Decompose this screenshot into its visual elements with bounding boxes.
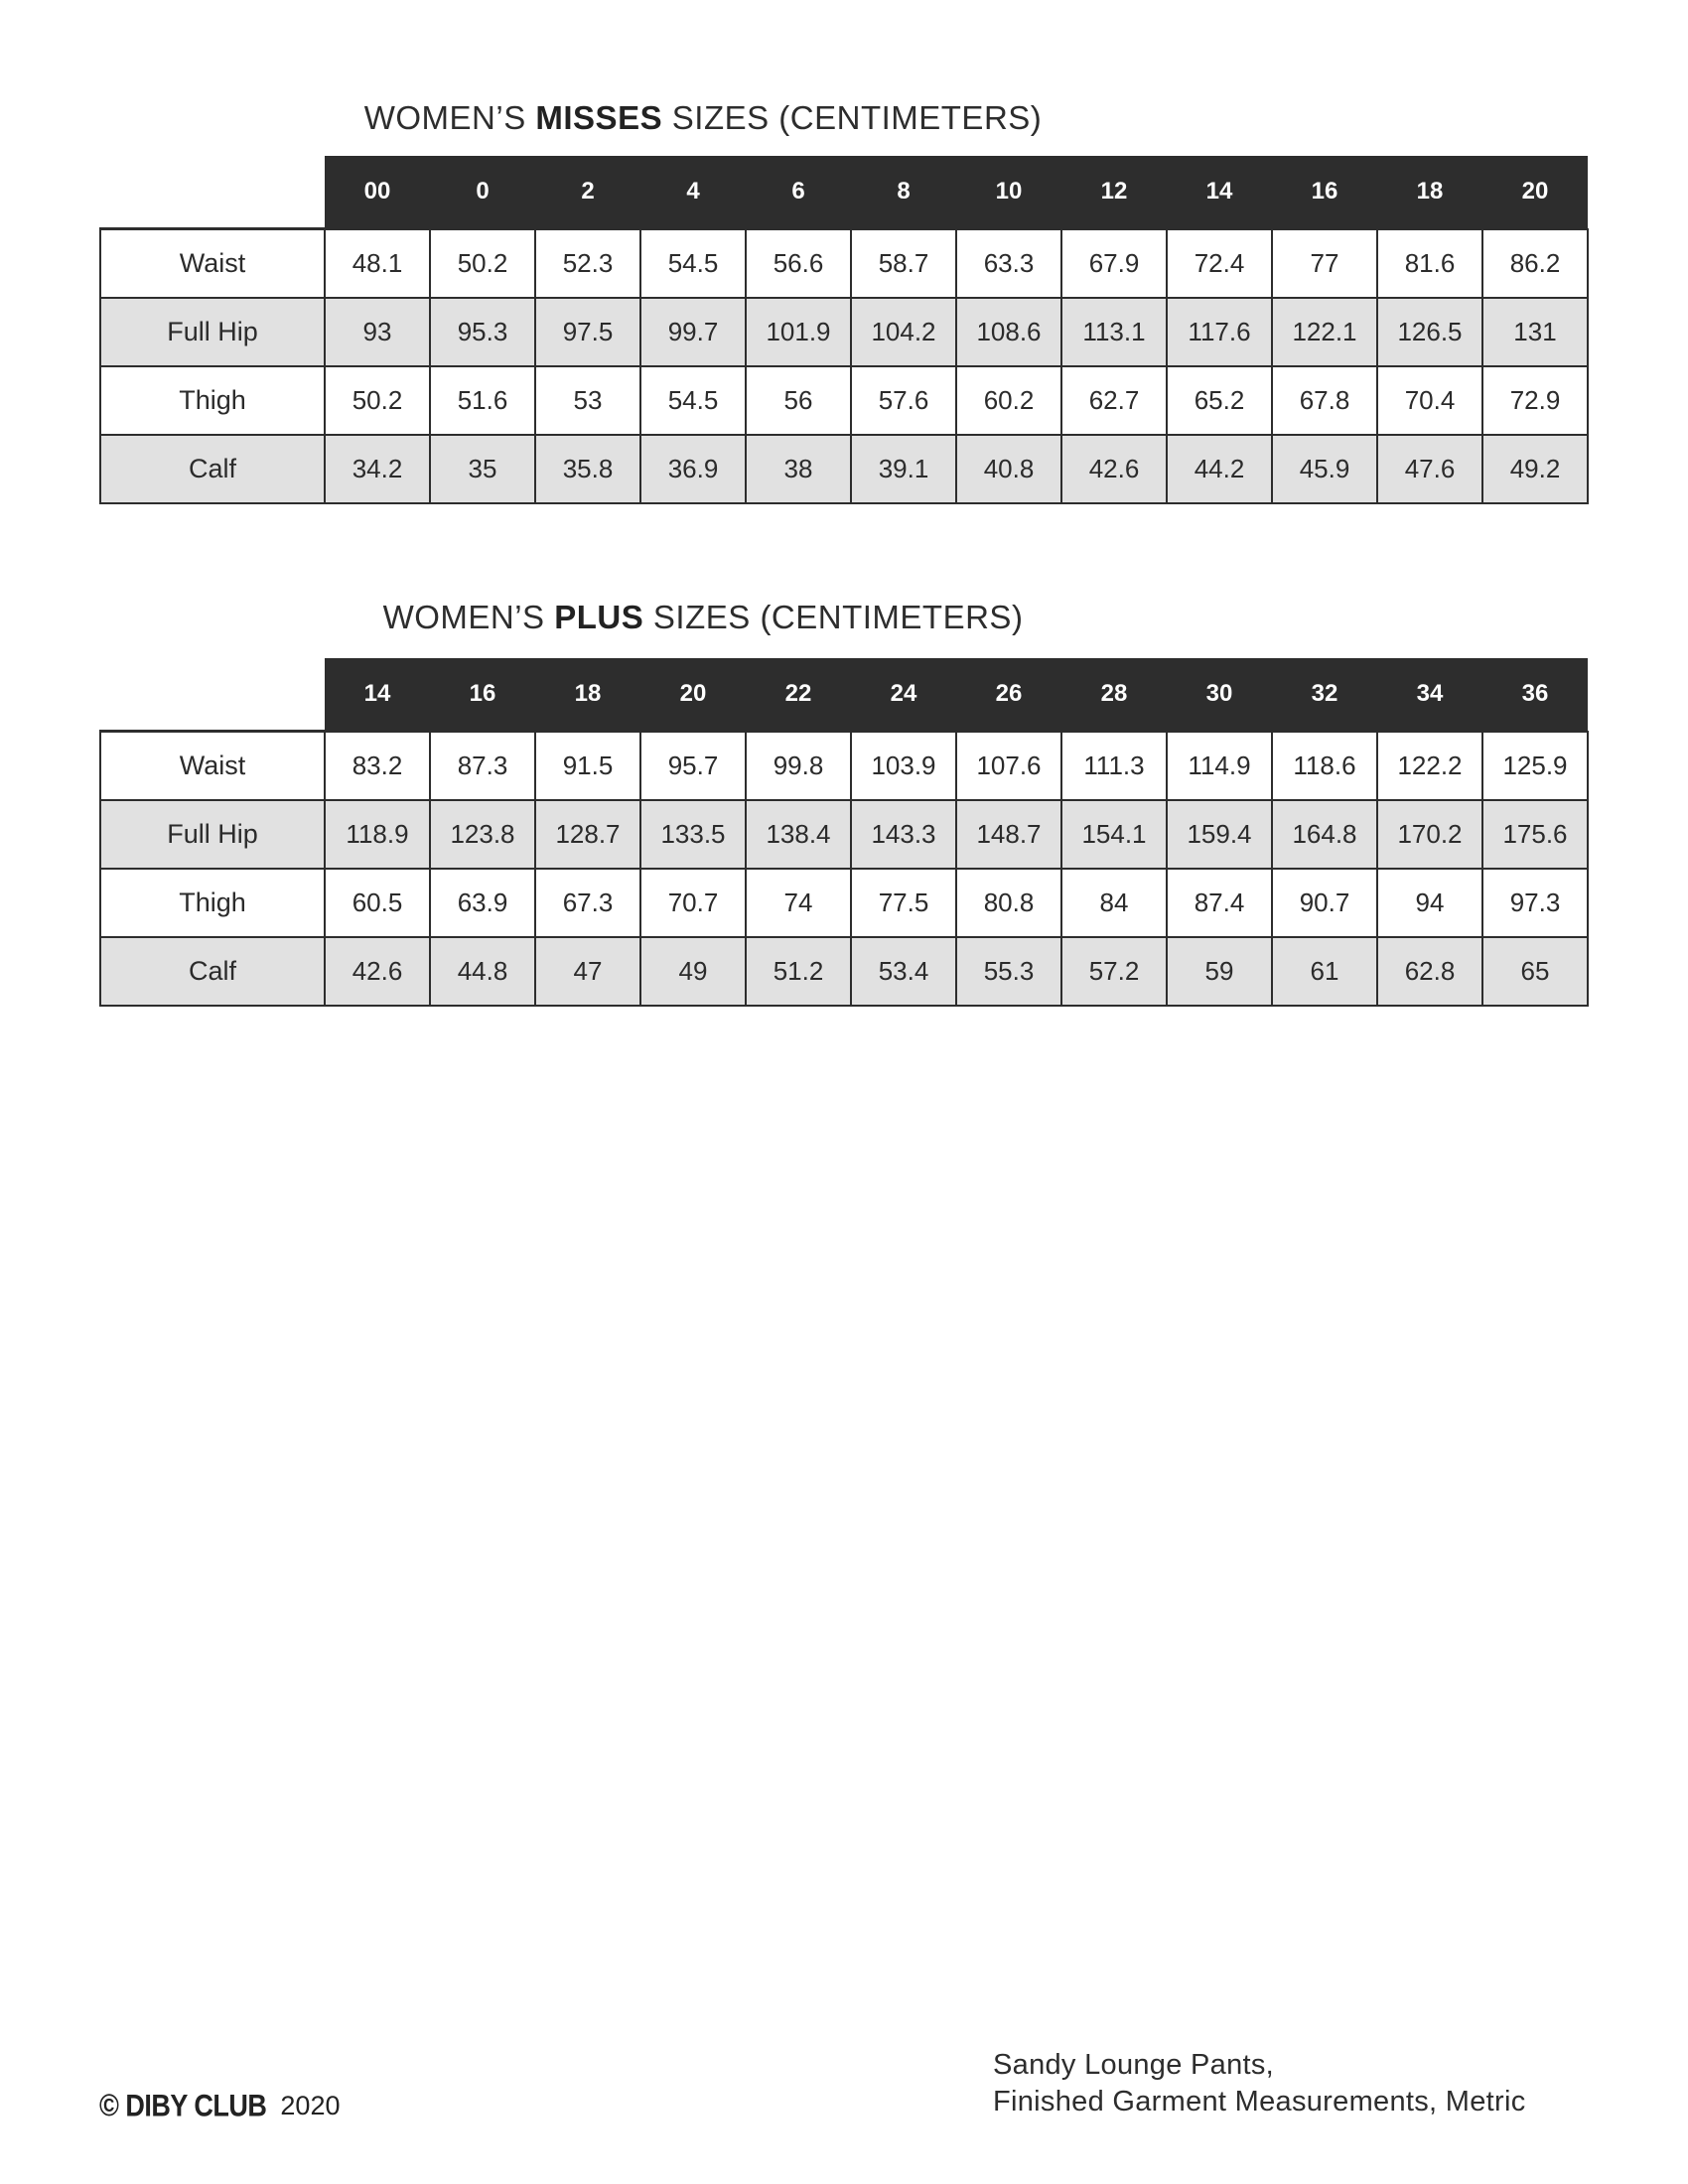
measurement-cell: 36.9 — [640, 435, 746, 503]
size-header-row — [100, 156, 1588, 229]
measurement-cell: 44.2 — [1167, 435, 1272, 503]
size-header: 4 — [640, 156, 746, 229]
table-row — [100, 298, 1588, 366]
size-header: 24 — [851, 658, 956, 732]
measurement-cell: 108.6 — [956, 298, 1061, 366]
brand-footer — [99, 2088, 341, 2123]
table-row — [100, 937, 1588, 1006]
row-label: Waist — [100, 229, 325, 299]
measurement-cell: 170.2 — [1377, 800, 1482, 869]
measurement-cell: 87.4 — [1167, 869, 1272, 937]
size-header: 36 — [1482, 658, 1588, 732]
size-header: 16 — [430, 658, 535, 732]
row-label: Calf — [100, 435, 325, 503]
measurement-cell: 99.8 — [746, 732, 851, 801]
measurement-cell: 104.2 — [851, 298, 956, 366]
measurement-cell: 59 — [1167, 937, 1272, 1006]
size-header: 16 — [1272, 156, 1377, 229]
measurement-cell: 118.9 — [325, 800, 430, 869]
copyright-year: 2020 — [280, 2091, 341, 2120]
measurement-cell: 54.5 — [640, 229, 746, 299]
row-label: Calf — [100, 937, 325, 1006]
measurement-cell: 117.6 — [1167, 298, 1272, 366]
measurement-cell: 52.3 — [535, 229, 640, 299]
size-header: 14 — [1167, 156, 1272, 229]
size-header: 18 — [1377, 156, 1482, 229]
measurement-cell: 113.1 — [1061, 298, 1167, 366]
size-header: 20 — [1482, 156, 1588, 229]
size-header: 34 — [1377, 658, 1482, 732]
measurement-cell: 47.6 — [1377, 435, 1482, 503]
size-header: 22 — [746, 658, 851, 732]
diby-club-logo: © DIBY CLUB — [99, 2088, 267, 2123]
measurement-cell: 70.4 — [1377, 366, 1482, 435]
table-row — [100, 366, 1588, 435]
measurement-cell: 95.3 — [430, 298, 535, 366]
row-label: Full Hip — [100, 298, 325, 366]
measurement-cell: 34.2 — [325, 435, 430, 503]
plus-size-table — [99, 658, 1589, 1007]
size-header-row — [100, 658, 1588, 732]
size-header: 26 — [956, 658, 1061, 732]
measurement-cell: 175.6 — [1482, 800, 1588, 869]
measurement-cell: 94 — [1377, 869, 1482, 937]
measurement-cell: 40.8 — [956, 435, 1061, 503]
measurement-cell: 65.2 — [1167, 366, 1272, 435]
measurement-cell: 35.8 — [535, 435, 640, 503]
header-corner — [100, 658, 325, 732]
measurement-cell: 35 — [430, 435, 535, 503]
measurement-cell: 93 — [325, 298, 430, 366]
table-row — [100, 229, 1588, 299]
measurement-cell: 125.9 — [1482, 732, 1588, 801]
misses-size-table — [99, 156, 1589, 504]
measurement-cell: 49 — [640, 937, 746, 1006]
measurement-cell: 122.2 — [1377, 732, 1482, 801]
measurement-cell: 126.5 — [1377, 298, 1482, 366]
measurement-cell: 60.2 — [956, 366, 1061, 435]
measurement-cell: 50.2 — [430, 229, 535, 299]
measurement-cell: 42.6 — [325, 937, 430, 1006]
measurement-cell: 148.7 — [956, 800, 1061, 869]
measurement-cell: 97.5 — [535, 298, 640, 366]
measurement-cell: 38 — [746, 435, 851, 503]
measurement-cell: 83.2 — [325, 732, 430, 801]
measurement-cell: 103.9 — [851, 732, 956, 801]
measurement-cell: 133.5 — [640, 800, 746, 869]
measurement-cell: 48.1 — [325, 229, 430, 299]
plus-table-title — [0, 599, 1547, 636]
page-caption — [993, 2047, 1526, 2120]
measurement-cell: 84 — [1061, 869, 1167, 937]
plus-title-prefix: WOMEN’S — [382, 599, 555, 635]
measurement-cell: 49.2 — [1482, 435, 1588, 503]
measurement-cell: 53.4 — [851, 937, 956, 1006]
measurement-cell: 57.6 — [851, 366, 956, 435]
measurement-cell: 91.5 — [535, 732, 640, 801]
measurement-cell: 80.8 — [956, 869, 1061, 937]
measurement-cell: 56.6 — [746, 229, 851, 299]
caption-line-2: Finished Garment Measurements, Metric — [993, 2086, 1526, 2117]
measurement-cell: 164.8 — [1272, 800, 1377, 869]
measurement-cell: 63.3 — [956, 229, 1061, 299]
measurement-cell: 39.1 — [851, 435, 956, 503]
measurement-cell: 67.3 — [535, 869, 640, 937]
caption-line-1: Sandy Lounge Pants, — [993, 2049, 1275, 2081]
size-header: 14 — [325, 658, 430, 732]
measurement-cell: 97.3 — [1482, 869, 1588, 937]
measurement-cell: 55.3 — [956, 937, 1061, 1006]
size-header: 30 — [1167, 658, 1272, 732]
measurement-cell: 143.3 — [851, 800, 956, 869]
size-header: 10 — [956, 156, 1061, 229]
size-header: 8 — [851, 156, 956, 229]
measurement-cell: 67.8 — [1272, 366, 1377, 435]
measurement-cell: 101.9 — [746, 298, 851, 366]
measurement-cell: 111.3 — [1061, 732, 1167, 801]
table-row — [100, 869, 1588, 937]
measurement-cell: 62.7 — [1061, 366, 1167, 435]
size-header: 32 — [1272, 658, 1377, 732]
measurement-cell: 53 — [535, 366, 640, 435]
measurement-cell: 159.4 — [1167, 800, 1272, 869]
measurement-cell: 138.4 — [746, 800, 851, 869]
measurement-cell: 65 — [1482, 937, 1588, 1006]
measurement-cell: 60.5 — [325, 869, 430, 937]
measurement-cell: 123.8 — [430, 800, 535, 869]
measurement-cell: 51.6 — [430, 366, 535, 435]
measurement-cell: 154.1 — [1061, 800, 1167, 869]
measurement-cell: 42.6 — [1061, 435, 1167, 503]
measurement-cell: 107.6 — [956, 732, 1061, 801]
measurement-cell: 72.9 — [1482, 366, 1588, 435]
measurement-cell: 131 — [1482, 298, 1588, 366]
header-corner — [100, 156, 325, 229]
size-header: 0 — [430, 156, 535, 229]
measurement-cell: 54.5 — [640, 366, 746, 435]
measurement-cell: 51.2 — [746, 937, 851, 1006]
measurement-cell: 99.7 — [640, 298, 746, 366]
table-row — [100, 435, 1588, 503]
size-header: 12 — [1061, 156, 1167, 229]
measurement-cell: 44.8 — [430, 937, 535, 1006]
size-header: 18 — [535, 658, 640, 732]
misses-title-prefix: WOMEN’S — [363, 99, 536, 136]
measurement-cell: 128.7 — [535, 800, 640, 869]
measurement-cell: 58.7 — [851, 229, 956, 299]
misses-table-title — [0, 99, 1547, 137]
measurement-cell: 63.9 — [430, 869, 535, 937]
row-label: Waist — [100, 732, 325, 801]
measurement-cell: 74 — [746, 869, 851, 937]
measurement-cell: 90.7 — [1272, 869, 1377, 937]
misses-title-bold: MISSES — [535, 99, 663, 136]
measurement-cell: 86.2 — [1482, 229, 1588, 299]
measurement-cell: 61 — [1272, 937, 1377, 1006]
row-label: Full Hip — [100, 800, 325, 869]
measurement-cell: 114.9 — [1167, 732, 1272, 801]
measurement-cell: 57.2 — [1061, 937, 1167, 1006]
measurement-cell: 50.2 — [325, 366, 430, 435]
measurement-cell: 118.6 — [1272, 732, 1377, 801]
measurement-cell: 95.7 — [640, 732, 746, 801]
measurement-cell: 77.5 — [851, 869, 956, 937]
measurement-cell: 70.7 — [640, 869, 746, 937]
size-header: 2 — [535, 156, 640, 229]
size-header: 6 — [746, 156, 851, 229]
measurement-cell: 81.6 — [1377, 229, 1482, 299]
measurement-cell: 67.9 — [1061, 229, 1167, 299]
plus-title-bold: PLUS — [554, 599, 644, 635]
table-row — [100, 732, 1588, 801]
plus-title-suffix: SIZES (CENTIMETERS) — [643, 599, 1024, 635]
misses-title-suffix: SIZES (CENTIMETERS) — [662, 99, 1043, 136]
measurement-cell: 122.1 — [1272, 298, 1377, 366]
measurement-cell: 72.4 — [1167, 229, 1272, 299]
measurement-cell: 56 — [746, 366, 851, 435]
row-label: Thigh — [100, 366, 325, 435]
size-header: 28 — [1061, 658, 1167, 732]
measurement-cell: 47 — [535, 937, 640, 1006]
measurement-cell: 62.8 — [1377, 937, 1482, 1006]
row-label: Thigh — [100, 869, 325, 937]
size-header: 00 — [325, 156, 430, 229]
table-row — [100, 800, 1588, 869]
measurement-cell: 87.3 — [430, 732, 535, 801]
measurement-cell: 45.9 — [1272, 435, 1377, 503]
measurement-cell: 77 — [1272, 229, 1377, 299]
size-header: 20 — [640, 658, 746, 732]
